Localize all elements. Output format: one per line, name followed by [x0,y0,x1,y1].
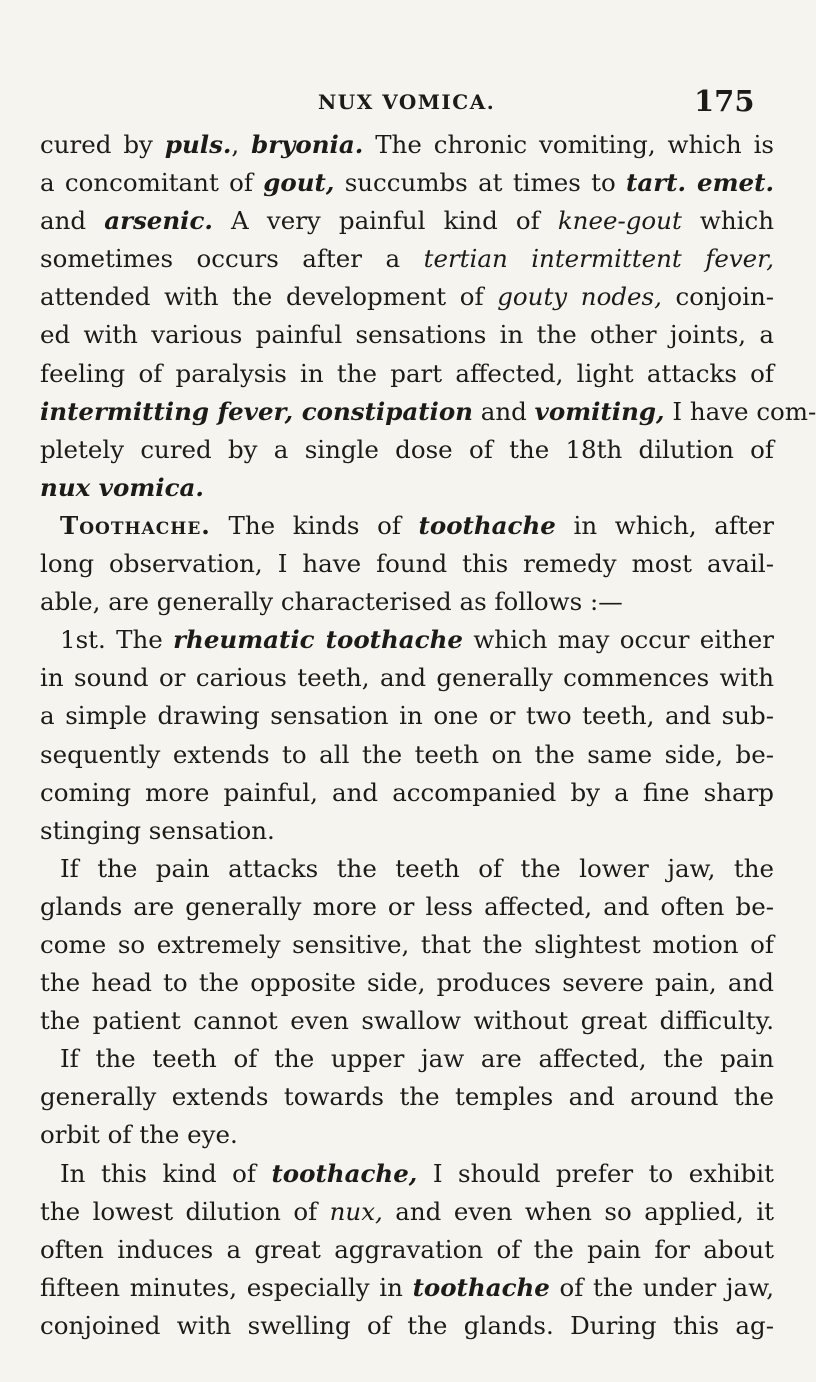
text-line: intermitting fever, constipation and vomiting, I have com- [40,396,816,426]
text-line: If the teeth of the upper jaw are affected, the pain [60,1044,774,1074]
text-line: and arsenic. A very painful kind of knee-gout which [40,206,775,236]
text-line: the head to the opposite side, produces severe pain, and [40,968,774,998]
text-line: sequently extends to all the teeth on the same side, be- [40,739,774,769]
text-line: attended with the development of gouty nodes, conjoin- [40,282,775,312]
text-line: generally extends towards the temples and around the [40,1082,774,1112]
text-line: feeling of paralysis in the part affected, light attacks of [40,358,774,388]
text-line: pletely cured by a single dose of the 18th dilution of [40,434,774,464]
section-heading: Toothache. [60,510,211,540]
text-line: cured by puls., bryonia. The chronic vomiting, which is [40,130,774,159]
text-line: in sound or carious teeth, and generally commences with [40,663,774,693]
text-line: In this kind of toothache, I should prefer to exhibit [60,1158,774,1188]
text-line: long observation, I have found this remedy most avail- [40,549,774,579]
text-line: glands are generally more or less affected, and often be- [40,891,774,921]
text-line: ed with various painful sensations in the other joints, a [40,320,774,350]
text-line: the patient cannot even swallow without great difficulty. [40,1006,774,1036]
text-line: the lowest dilution of nux, and even when so applied, it [40,1196,774,1226]
running-head: NUX VOMICA. [318,90,496,114]
text-line: coming more painful, and accompanied by a fine sharp [40,777,774,807]
text-line: able, are generally characterised as follows :— [40,587,623,617]
text-line: a simple drawing sensation in one or two teeth, and sub- [40,701,774,731]
text-line: 1st. The rheumatic toothache which may occur either [60,625,774,655]
text-line: sometimes occurs after a tertian intermittent fever, [40,244,774,274]
text-line: fifteen minutes, especially in toothache of the under jaw, [40,1272,774,1302]
section-heading-line: Toothache. The kinds of toothache in which, after [60,510,774,540]
text-line: come so extremely sensitive, that the slightest motion of [40,929,774,959]
text-line: If the pain attacks the teeth of the lower jaw, the [60,853,774,883]
text-line: a concomitant of gout, succumbs at times to tart. emet. [40,168,774,198]
page-number: 175 [694,84,755,118]
text-line: often induces a great aggravation of the pain for about [40,1234,774,1264]
body-text [40,126,816,1345]
page-header [0,86,800,126]
text-line: conjoined with swelling of the glands. During this ag- [40,1310,774,1340]
text-line: nux vomica. [40,472,204,502]
text-line: stinging sensation. [40,815,275,845]
text-line: orbit of the eye. [40,1120,238,1150]
